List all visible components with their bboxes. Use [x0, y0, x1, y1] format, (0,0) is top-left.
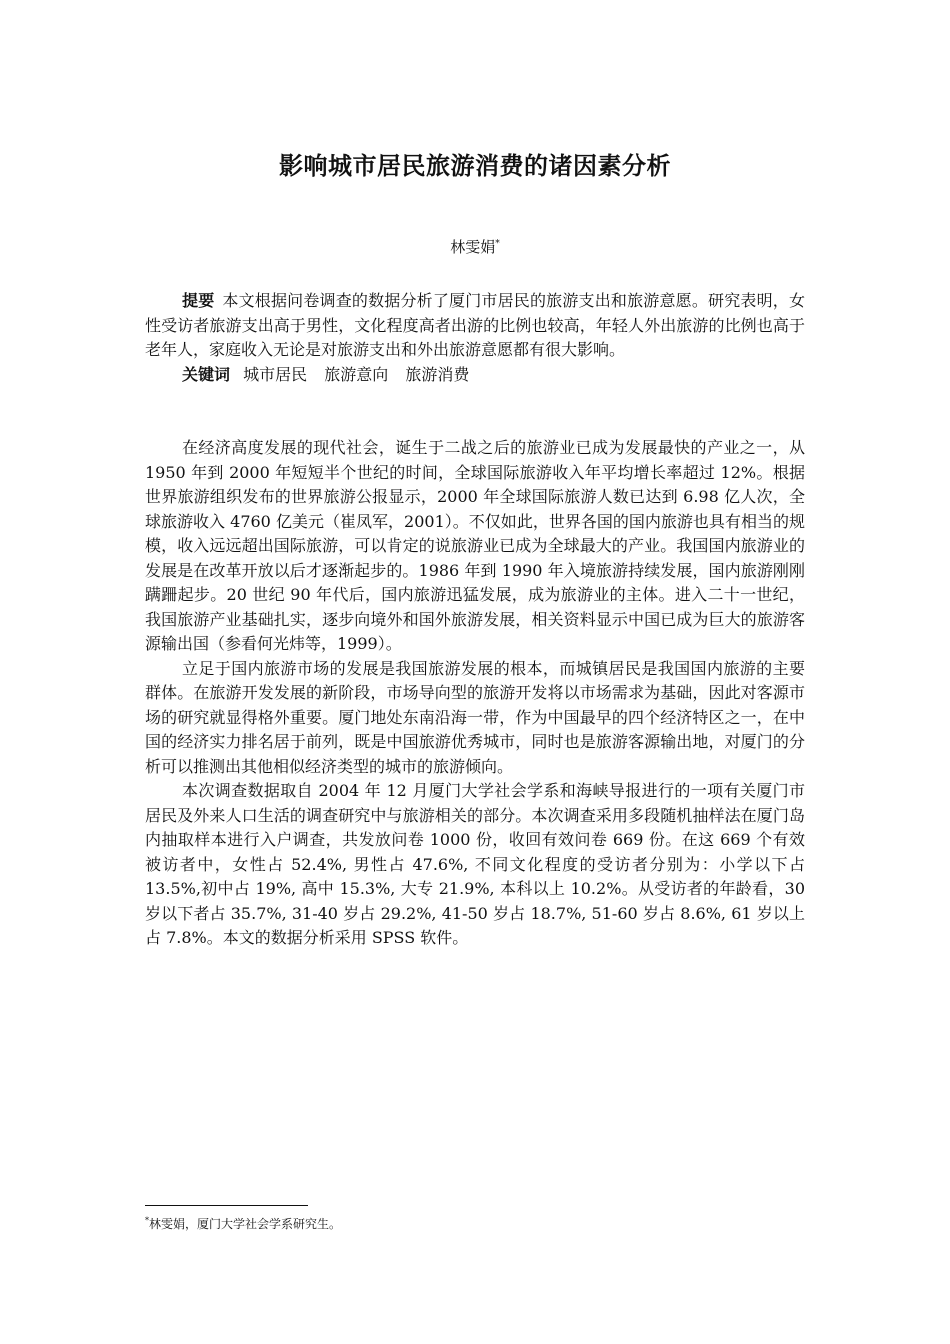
abstract-text: 本文根据问卷调查的数据分析了厦门市居民的旅游支出和旅游意愿。研究表明，女性受访者旅游支出高于男性，文化程度高者出游的比例也较高，年轻人外出旅游的比例也高于老年人，家庭收入无论是对旅游支出和外出旅游意愿都有很大影响。 — [145, 291, 805, 359]
paper-title: 影响城市居民旅游消费的诸因素分析 — [279, 151, 671, 180]
footnote-text: 林雯娟，厦门大学社会学系研究生。 — [149, 1217, 342, 1231]
keywords-label: 关键词 — [182, 364, 231, 384]
abstract-paragraph — [145, 289, 805, 363]
author-footnote-mark: * — [495, 239, 500, 249]
body-paragraph: 在经济高度发展的现代社会，诞生于二战之后的旅游业已成为发展最快的产业之一，从 1950 年到 2000 年短短半个世纪的时间，全球国际旅游收入年平均增长率超过 12%。根据世界旅游组织发布的世界旅游公报显示，2000 年全球国际旅游人数已达到 6.98 亿人次，全球旅游收入 4760 亿美元（崔凤军，2001）。不仅如此，世界各国的国内旅游也具有相当的规模，收入远远超出国际旅游，可以肯定的说旅游业已成为全球最大的产业。我国国内旅游业的发展是在改革开放以后才逐渐起步的。1986 年到 1990 年入境旅游持续发展，国内旅游刚刚蹒跚起步。20 世纪 90 年代后，国内旅游迅猛发展，成为旅游业的主体。进入二十一世纪，我国旅游产业基础扎实，逐步向境外和国外旅游发展，相关资料显示中国已成为巨大的旅游客源输出国（参看何光炜等，1999）。 — [145, 438, 805, 653]
footnote — [145, 1212, 805, 1233]
author-line — [0, 236, 950, 257]
footnote-mark: * — [145, 1216, 149, 1225]
keyword: 旅游消费 — [405, 364, 470, 384]
body-text — [145, 436, 805, 951]
keywords-line — [145, 363, 805, 388]
body-paragraph: 立足于国内旅游市场的发展是我国旅游发展的根本，而城镇居民是我国国内旅游的主要群体。在旅游开发发展的新阶段，市场导向型的旅游开发将以市场需求为基础，因此对客源市场的研究就显得格外重要。厦门地处东南沿海一带，作为中国最早的四个经济特区之一，在中国的经济实力排名居于前列，既是中国旅游优秀城市，同时也是旅游客源输出地，对厦门的分析可以推测出其他相似经济类型的城市的旅游倾向。 — [145, 658, 805, 776]
author-name: 林雯娟 — [450, 238, 496, 256]
keyword: 旅游意向 — [324, 364, 389, 384]
abstract-label: 提要 — [182, 291, 215, 310]
keyword: 城市居民 — [243, 364, 308, 384]
body-paragraph: 本次调查数据取自 2004 年 12 月厦门大学社会学系和海峡导报进行的一项有关厦门市居民及外来人口生活的调查研究中与旅游相关的部分。本次调查采用多段随机抽样法在厦门岛内抽取样本进行入户调查，共发放问卷 1000 份，收回有效问卷 669 份。在这 669 个有效被访者中，女性占 52.4%, 男性占 47.6%, 不同文化程度的受访者分别为：小学以下占 13.5%,初中占 19%, 高中 15.3%, 大专 21.9%, 本科以上 10.2%。从受访者的年龄看，30 岁以下者占 35.7%, 31-40 岁占 29.2%, 41-50 岁占 18.7%, 51-60 岁占 8.6%, 61 岁以上占 7.8%。本文的数据分析采用 SPSS 软件。 — [145, 781, 805, 947]
abstract-section — [145, 289, 805, 387]
footnote-divider — [145, 1205, 308, 1206]
